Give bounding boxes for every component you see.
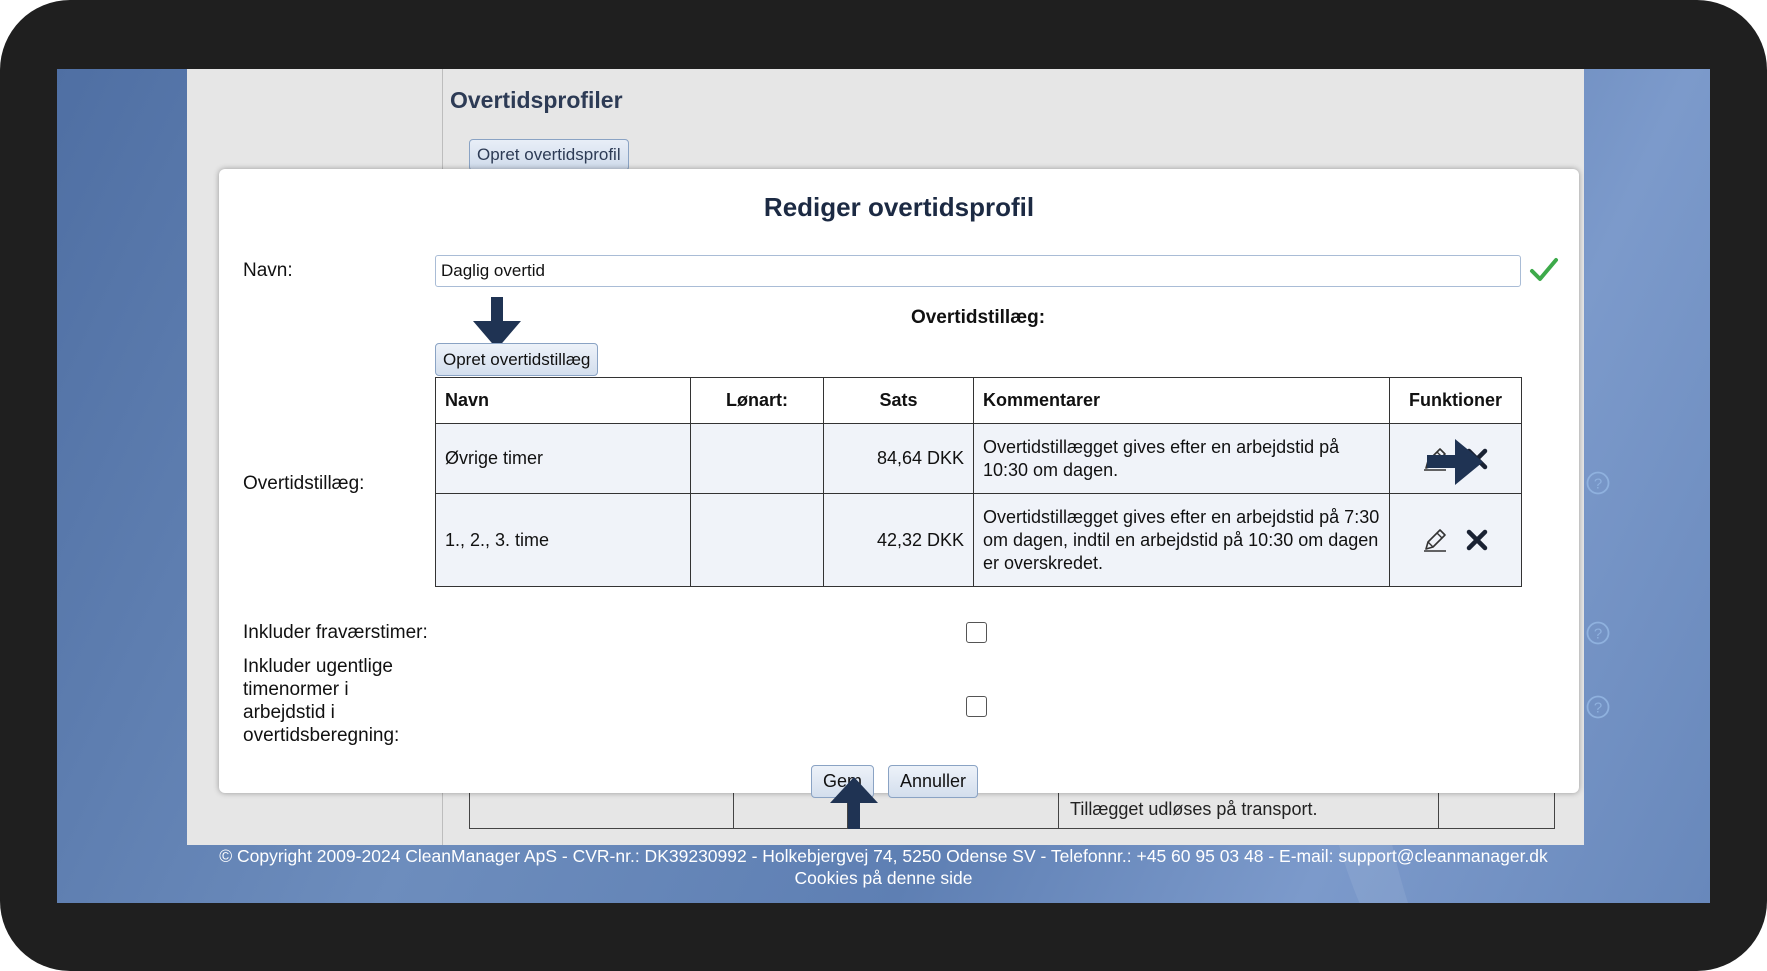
- create-supplement-button[interactable]: Opret overtidstillæg: [435, 343, 598, 376]
- name-input[interactable]: [435, 255, 1521, 287]
- cell-rate: 84,64 DKK: [824, 424, 974, 494]
- cell-wage-type: [691, 494, 824, 587]
- cell-name: 1., 2., 3. time: [436, 494, 691, 587]
- table-row: [436, 424, 1522, 494]
- include-absence-label: Inkluder fraværstimer:: [243, 622, 428, 643]
- page-title: Overtidsprofiler: [450, 87, 623, 113]
- arrow-up-icon: [828, 777, 880, 829]
- table-row: [436, 494, 1522, 587]
- dialog-title: Rediger overtidsprofil: [763, 192, 1035, 222]
- cell-rate: 42,32 DKK: [824, 494, 974, 587]
- cell-comment: Overtidstillægget gives efter en arbejdstid på 10:30 om dagen.: [974, 424, 1390, 494]
- svg-text:?: ?: [1593, 625, 1603, 643]
- name-label: Navn:: [243, 260, 293, 281]
- include-weekly-norms-label: Inkluder ugentlige timenormer i arbejdstid i overtidsberegning:: [243, 656, 400, 746]
- column-header-rate: Sats: [824, 378, 974, 424]
- supplement-table: [435, 377, 1522, 587]
- footer-copyright: © Copyright 2009-2024 CleanManager ApS - CVR-nr.: DK39230992 - Holkebjergvej 74, 5250 Odense SV - Telefonnr.: +45 60 95 03 48 - E-mail: support@cleanmanager.dk: [219, 846, 1548, 866]
- pencil-icon[interactable]: [1422, 527, 1448, 553]
- cookies-link[interactable]: Cookies på denne side: [794, 868, 973, 888]
- cell-name: Øvrige timer: [436, 424, 691, 494]
- svg-text:?: ?: [1593, 699, 1603, 717]
- table-column-divider: [733, 792, 734, 828]
- include-weekly-norms-checkbox[interactable]: [966, 696, 987, 717]
- include-absence-checkbox[interactable]: [966, 622, 987, 643]
- table-column-divider: [1058, 792, 1059, 828]
- close-icon[interactable]: [1465, 528, 1489, 552]
- column-header-comments: Kommentarer: [974, 378, 1390, 424]
- footer: [57, 845, 1710, 889]
- svg-text:?: ?: [1593, 475, 1603, 493]
- row-comment: Tillægget udløses på transport.: [1070, 799, 1318, 819]
- question-mark-icon[interactable]: [1586, 621, 1610, 645]
- create-profile-button[interactable]: Opret overtidsprofil: [469, 139, 629, 171]
- arrow-right-icon: [1427, 439, 1483, 485]
- cell-comment: Overtidstillægget gives efter en arbejdstid på 7:30 om dagen, indtil en arbejdstid på 10:30 om dagen er overskredet.: [974, 494, 1390, 587]
- arrow-down-icon: [471, 297, 523, 349]
- supplement-label: Overtidstillæg:: [243, 473, 365, 494]
- question-mark-icon[interactable]: [1586, 471, 1610, 495]
- column-header-name: Navn: [436, 378, 691, 424]
- cell-wage-type: [691, 424, 824, 494]
- question-mark-icon[interactable]: [1586, 695, 1610, 719]
- save-button[interactable]: Gem: [811, 765, 874, 798]
- background-table-row: [469, 791, 1555, 829]
- section-title: Overtidstillæg:: [910, 307, 1046, 328]
- edit-profile-dialog: [219, 169, 1603, 793]
- cell-functions: [1390, 494, 1522, 587]
- table-header-row: [436, 378, 1522, 424]
- table-column-divider: [1438, 792, 1439, 828]
- cancel-button[interactable]: Annuller: [888, 765, 978, 798]
- column-header-wage-type: Lønart:: [691, 378, 824, 424]
- checkmark-icon: [1529, 255, 1559, 285]
- screen: [57, 69, 1710, 903]
- column-header-functions: Funktioner: [1390, 378, 1522, 424]
